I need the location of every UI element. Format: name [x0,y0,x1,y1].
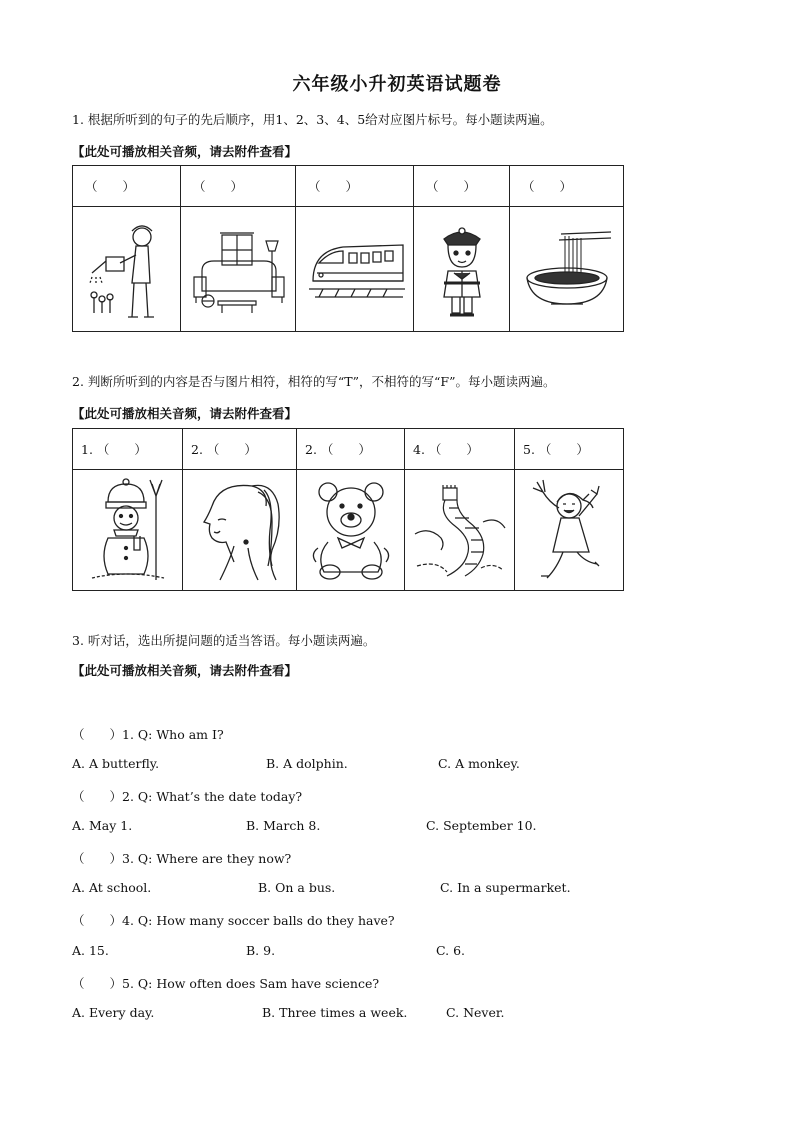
living-room-sofa-picture [181,207,296,332]
q1-answer-cell[interactable]: （ ） [510,166,624,207]
option-b[interactable]: B. A dolphin. [266,756,348,771]
q3-question-5: （ ）5. Q: How often does Sam have science? [72,976,380,991]
boy-watering-flowers-picture [73,207,181,332]
q2-table [72,428,624,591]
option-a[interactable]: A. May 1. [72,818,133,833]
teddy-bear-picture [297,470,405,591]
option-c[interactable]: C. Never. [446,1005,505,1020]
q3-question-2: （ ）2. Q: What’s the date today? [72,789,303,804]
q1-audio-note: 【此处可播放相关音频，请去附件查看】 [72,144,298,159]
option-a[interactable]: A. Every day. [72,1005,155,1020]
q3-question-4: （ ）4. Q: How many soccer balls do they have? [72,913,395,928]
happy-girl-jumping-picture [515,470,624,591]
option-b[interactable]: B. March 8. [246,818,321,833]
option-c[interactable]: C. A monkey. [438,756,520,771]
option-b[interactable]: B. Three times a week. [262,1005,408,1020]
q3-audio-note: 【此处可播放相关音频，请去附件查看】 [72,663,298,678]
q3-question-1: （ ）1. Q: Who am I? [72,727,224,742]
option-a[interactable]: A. At school. [72,880,152,895]
q2-audio-note: 【此处可播放相关音频，请去附件查看】 [72,406,298,421]
q1-instruction: 1. 根据所听到的句子的先后顺序，用1、2、3、4、5给对应图片标号。每小题读两遍。 [72,112,553,127]
q1-answer-cell[interactable]: （ ） [414,166,510,207]
snowman-picture [73,470,183,591]
girl-with-ponytail-picture [183,470,297,591]
q2-answer-cell[interactable]: 1. （ ） [73,429,183,470]
great-wall-picture [405,470,515,591]
bowl-of-noodles-picture [510,207,624,332]
q1-answer-cell[interactable]: （ ） [296,166,414,207]
option-c[interactable]: C. In a supermarket. [440,880,571,895]
option-b[interactable]: B. 9. [246,943,276,958]
page-title: 六年级小升初英语试题卷 [292,74,502,95]
q1-answer-cell[interactable]: （ ） [73,166,181,207]
q2-answer-cell[interactable]: 4. （ ） [405,429,515,470]
q3-instruction: 3. 听对话，选出所提问题的适当答语。每小题读两遍。 [72,633,376,648]
q2-answer-cell[interactable]: 2. （ ） [297,429,405,470]
q2-answer-cell[interactable]: 5. （ ） [515,429,624,470]
option-c[interactable]: C. September 10. [426,818,537,833]
option-a[interactable]: A. 15. [72,943,109,958]
q1-table [72,165,624,332]
option-b[interactable]: B. On a bus. [258,880,336,895]
option-c[interactable]: C. 6. [436,943,465,958]
q2-instruction: 2. 判断所听到的内容是否与图片相符，相符的写“T”，不相符的写“F”。每小题读两遍。 [72,374,556,389]
q2-answer-cell[interactable]: 2. （ ） [183,429,297,470]
q1-answer-cell[interactable]: （ ） [181,166,296,207]
police-officer-picture [414,207,510,332]
q3-question-3: （ ）3. Q: Where are they now? [72,851,292,866]
option-a[interactable]: A. A butterfly. [72,756,160,771]
train-picture [296,207,414,332]
